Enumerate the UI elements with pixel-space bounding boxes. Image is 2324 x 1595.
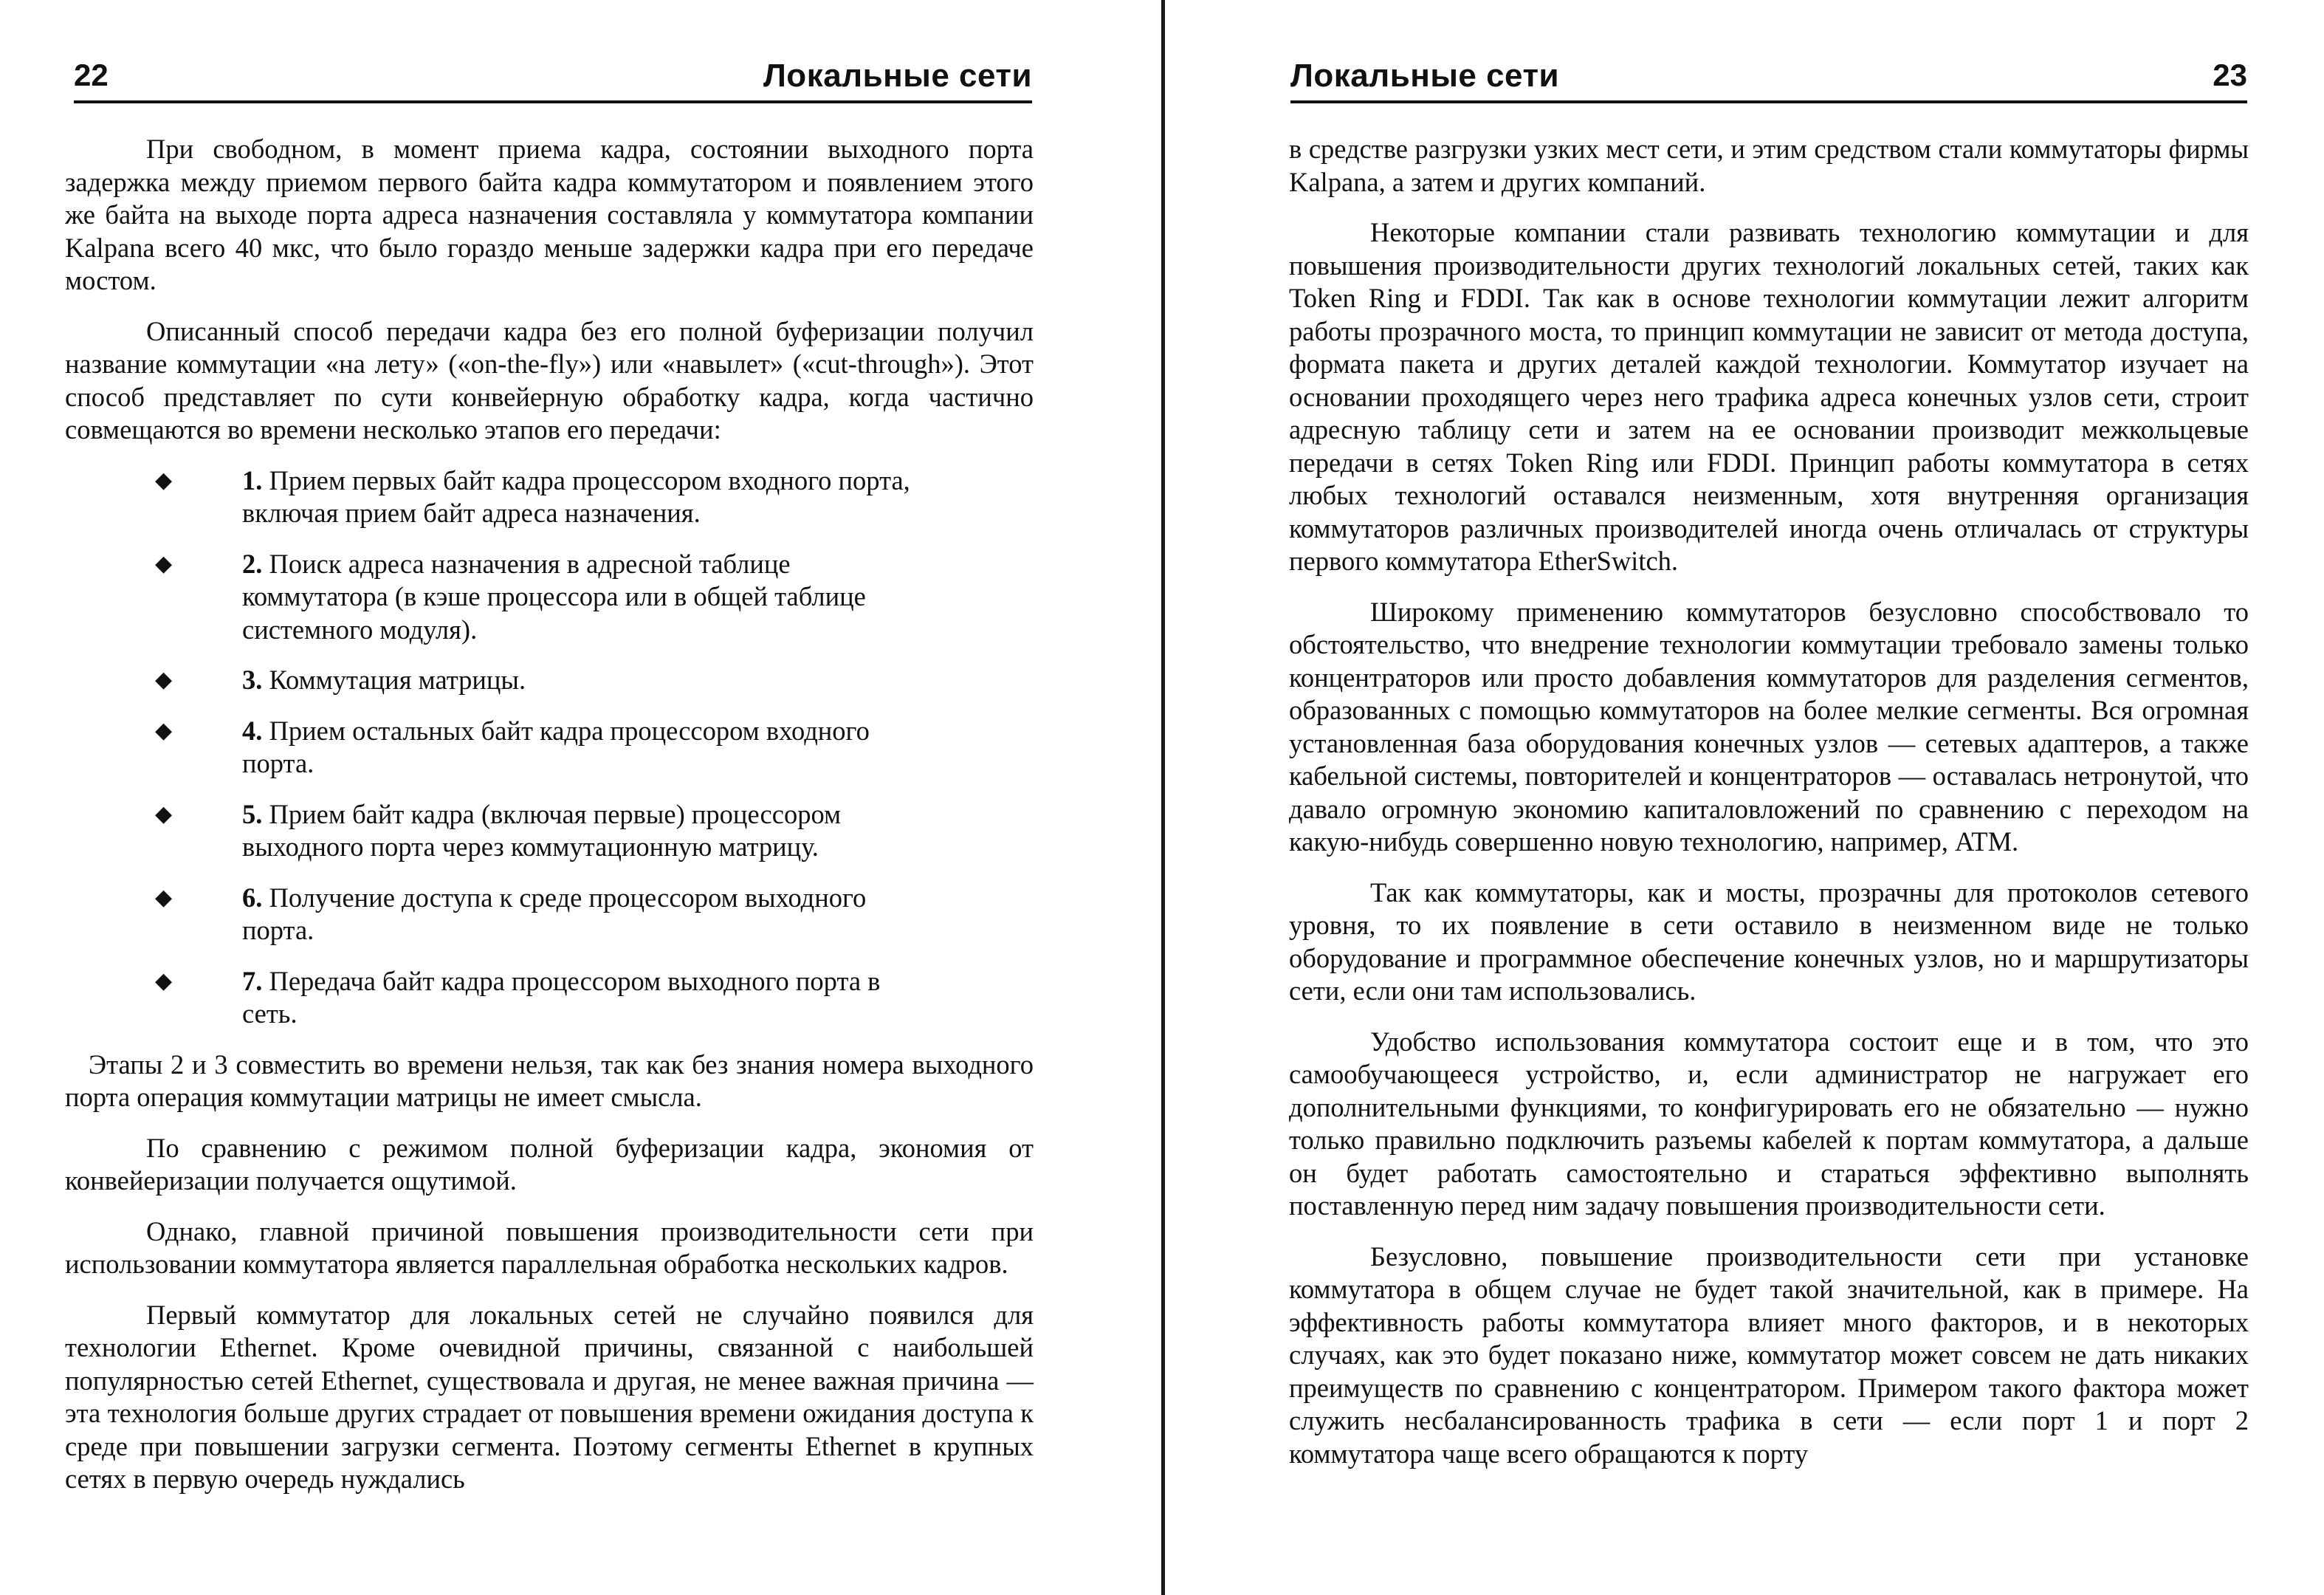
left-page-number: 22 — [74, 58, 109, 92]
diamond-bullet-icon: ◆ — [155, 718, 173, 743]
step-number: 1. — [242, 464, 263, 495]
step-text: Прием первых байт кадра процессором входного порта, включая прием байт адреса назначения. — [242, 464, 910, 528]
list-item — [65, 548, 1034, 647]
paragraph: Безусловно, повышение производительности сети при установке коммутатора в общем случае не будет такой значительной, как в примере. На эффективность работы коммутатора влияет много факторов, и в некоторых случаях, как это будет показано ниже, коммутатор может совсем не дать никаких преимуществ по сравнению с концентратором. Примером такого фактора может служить несбалансированность трафика в сети — если порт 1 и порт 2 коммутатора чаще всего обращаются к порту — [1289, 1241, 2249, 1469]
list-item — [65, 882, 1034, 947]
paragraph: Широкому применению коммутаторов безусловно способствовало то обстоятельство, что внедрение технологии коммутации требовало замены только концентраторов или просто добавления коммутаторов для разделения сегментов, образованных с помощью коммутаторов на более мелкие сегменты. Вся огромная установленная база оборудования конечных узлов — сетевых адаптеров, а также кабельной системы, повторителей и концентраторов — оставалась нетронутой, что давало огромную экономию капиталовложений по сравнению с переходом на какую-нибудь совершенно новую технологию, например, ATM. — [1289, 596, 2249, 857]
step-text: Получение доступа к среде процессором выходного порта. — [242, 882, 867, 945]
paragraph-continuation: в средстве разгрузки узких мест сети, и этим средством стали коммутаторы фирмы Kalpana, а затем и других компаний. — [1289, 134, 2249, 197]
diamond-bullet-icon: ◆ — [155, 968, 173, 993]
diamond-bullet-icon: ◆ — [155, 885, 173, 910]
paragraph: При свободном, в момент приема кадра, состоянии выходного порта задержка между приемом первого байта кадра коммутатором и появлением этого же байта на выходе порта адреса назначения составляла у коммутатора компании Kalpana всего 40 мкс, что было гораздо меньше задержки кадра при его передаче мостом. — [65, 134, 1034, 295]
right-header-title: Локальные сети — [1290, 58, 1560, 94]
list-item — [65, 715, 1034, 781]
left-page — [0, 0, 1159, 1595]
paragraph: Описанный способ передачи кадра без его полной буферизации получил название коммутации «на лету» («on-the-fly») или «навылет» («cut-through»). Этот способ представляет по сути конвейерную обработку кадра, когда частично совмещаются во времени несколько этапов его передачи: — [65, 315, 1034, 445]
step-number: 7. — [242, 965, 263, 996]
right-running-header — [1290, 41, 2247, 103]
step-text: Прием остальных байт кадра процессором входного порта. — [242, 715, 870, 778]
diamond-bullet-icon: ◆ — [155, 467, 173, 493]
paragraph: Удобство использования коммутатора состоит еще и в том, что это самообучающееся устройство, и, если администратор не нагружает его дополнительными функциями, то конфигурировать его не обязательно — нужно только правильно подключить разъемы кабелей к портам коммутатора, а дальше он будет работать самостоятельно и стараться эффективно выполнять поставленную перед ним задачу повышения производительности сети. — [1289, 1026, 2249, 1221]
right-page — [1165, 0, 2324, 1595]
steps-list — [65, 464, 1034, 1031]
step-text: Передача байт кадра процессором выходного порта в сеть. — [242, 965, 881, 1029]
list-item — [65, 965, 1034, 1031]
left-page-body — [65, 133, 1034, 1514]
paragraph: Этапы 2 и 3 совместить во времени нельзя, так как без знания номера выходного порта операция коммутации матрицы не имеет смысла. — [65, 1049, 1034, 1112]
step-text: Поиск адреса назначения в адресной таблице коммутатора (в кэше процессора или в общей таблице системного модуля). — [242, 548, 866, 645]
paragraph: Первый коммутатор для локальных сетей не случайно появился для технологии Ethernet. Кроме очевидной причины, связанной с наибольшей популярностью сетей Ethernet, существовала и другая, не менее важная причина — эта технология больше других страдает от повышения времени ожидания доступа к среде при повышении загрузки сегмента. Поэтому сегменты Ethernet в крупных сетях в первую очередь нуждались — [65, 1299, 1034, 1494]
diamond-bullet-icon: ◆ — [155, 801, 173, 826]
paragraph: Некоторые компании стали развивать технологию коммутации и для повышения производительности других технологий локальных сетей, таких как Token Ring и FDDI. Так как в основе технологии коммутации лежит алгоритм работы прозрачного моста, то принцип коммутации не зависит от метода доступа, формата пакета и других деталей каждой технологии. Коммутатор изучает на основании проходящего через него трафика адреса конечных узлов сети, строит адресную таблицу сети и затем на ее основании производит межкольцевые передачи в сетях Token Ring или FDDI. Принцип работы коммутатора в сетях любых технологий оставался неизменным, хотя внутренняя организация коммутаторов различных производителей иногда очень отличалась от структуры первого коммутатора EtherSwitch. — [1289, 217, 2249, 576]
list-item — [65, 798, 1034, 864]
step-number: 2. — [242, 548, 263, 579]
right-page-number: 23 — [2213, 58, 2247, 92]
left-header-title: Локальные сети — [763, 58, 1032, 94]
step-number: 3. — [242, 665, 263, 695]
list-item — [65, 664, 1034, 697]
diamond-bullet-icon: ◆ — [155, 551, 173, 576]
left-running-header — [74, 41, 1032, 103]
diamond-bullet-icon: ◆ — [155, 668, 173, 692]
right-page-body — [1289, 133, 2249, 1488]
step-text: Коммутация матрицы. — [269, 665, 526, 695]
step-number: 6. — [242, 882, 263, 913]
step-text: Прием байт кадра (включая первые) процессором выходного порта через коммутационную матрицу. — [242, 798, 842, 862]
step-number: 4. — [242, 715, 263, 746]
paragraph: Так как коммутаторы, как и мосты, прозрачны для протоколов сетевого уровня, то их появление в сети оставило в неизменном виде не только оборудование и программное обеспечение конечных узлов, но и маршрутизаторы сети, если они там использовались. — [1289, 877, 2249, 1006]
paragraph: Однако, главной причиной повышения производительности сети при использовании коммутатора является параллельная обработка нескольких кадров. — [65, 1215, 1034, 1279]
list-item — [65, 464, 1034, 530]
step-number: 5. — [242, 798, 263, 829]
paragraph: По сравнению с режимом полной буферизации кадра, экономия от конвейеризации получается ощутимой. — [65, 1132, 1034, 1196]
